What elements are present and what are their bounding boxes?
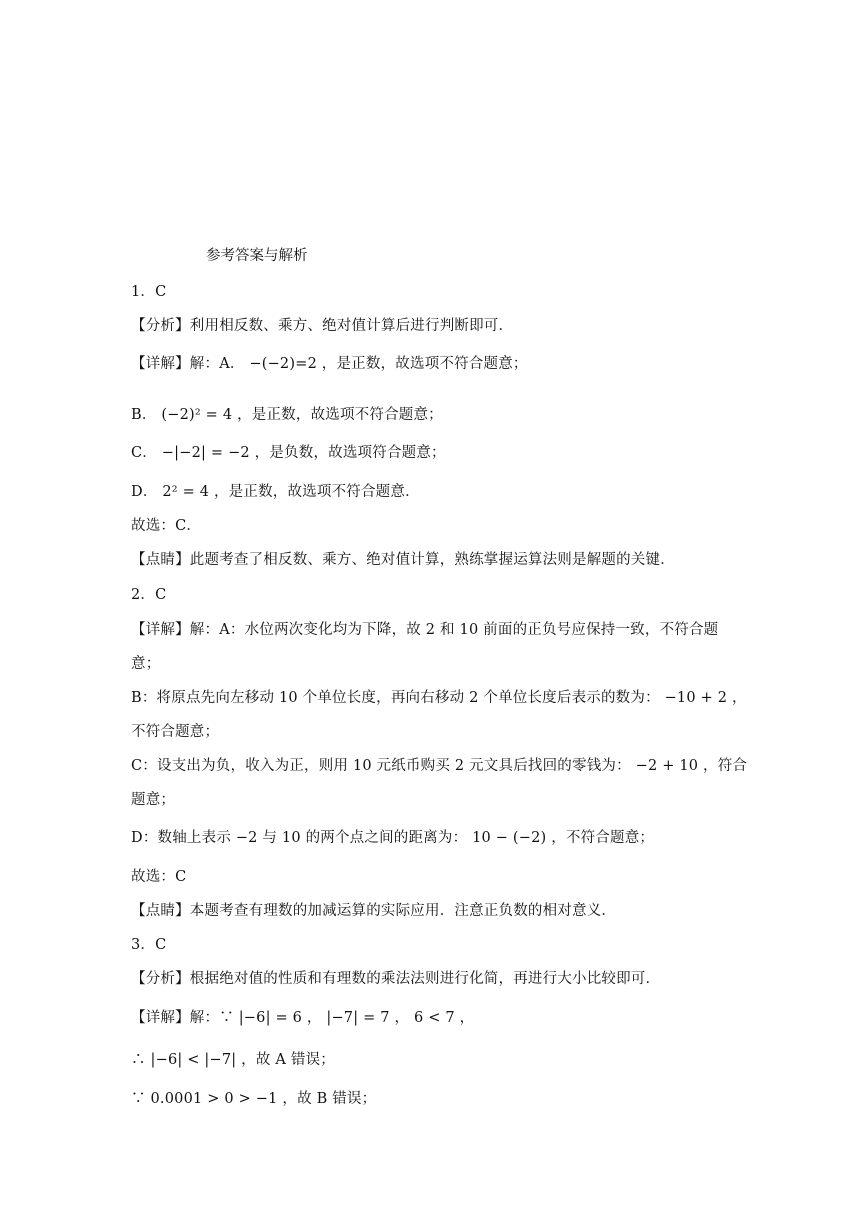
- answer-1-detail-a: 【详解】解：A． −(−2)=2 ，是正数，故选项不符合题意；: [131, 356, 528, 372]
- answer-2-heading: 2．C: [131, 587, 167, 603]
- answer-3-detail: 【详解】解：∵ |−6| = 6 ， |−7| = 7 ， 6 < 7 ，: [131, 1010, 475, 1026]
- answer-2-detail-b-cont: 不符合题意；: [131, 724, 220, 740]
- answer-2-detail-d: D：数轴上表示 −2 与 10 的两个点之间的距离为： 10 − (−2) ，不符合题意；: [131, 830, 655, 846]
- answer-3-analysis: 【分析】根据绝对值的性质和有理数的乘法法则进行化简，再进行大小比较即可．: [131, 971, 661, 987]
- answer-3-detail-b: ∵ 0.0001 > 0 > −1 ，故 B 错误；: [131, 1091, 377, 1107]
- answer-2-detail-b: B：将原点先向左移动 10 个单位长度，再向右移动 2 个单位长度后表示的数为： −10 + 2 ，: [131, 690, 747, 706]
- answer-3-detail-a: ∴ |−6| < |−7| ，故 A 错误；: [131, 1052, 335, 1068]
- answer-1-detail-d: D． 2² = 4 ，是正数，故选项不符合题意．: [131, 484, 420, 500]
- answer-2-detail-a: 【详解】解：A：水位两次变化均为下降，故 2 和 10 前面的正负号应保持一致，不符合题: [131, 622, 719, 638]
- section-title: 参考答案与解析: [206, 248, 308, 264]
- answer-2-detail-c-cont: 题意；: [131, 792, 176, 808]
- answer-2-choice: 故选：C: [131, 869, 187, 885]
- answer-2-detail-a-cont: 意；: [131, 656, 161, 672]
- answer-2-detail-c: C：设支出为负，收入为正，则用 10 元纸币购买 2 元文具后找回的零钱为： −2 + 10 ，符合: [131, 758, 748, 774]
- answer-1-comment: 【点睛】此题考查了相反数、乘方、绝对值计算，熟练掌握运算法则是解题的关键．: [131, 552, 675, 568]
- answer-1-analysis: 【分析】利用相反数、乘方、绝对值计算后进行判断即可．: [131, 318, 514, 334]
- answer-1-detail-c: C． −|−2| = −2 ，是负数，故选项符合题意；: [131, 445, 446, 461]
- answer-1-heading: 1．C: [131, 284, 167, 300]
- answer-1-choice: 故选：C．: [131, 518, 202, 534]
- answer-3-heading: 3．C: [131, 937, 167, 953]
- answer-2-comment: 【点睛】本题考查有理数的加减运算的实际应用．注意正负数的相对意义．: [131, 903, 617, 919]
- answer-1-detail-b: B． (−2)² = 4 ，是正数，故选项不符合题意；: [131, 407, 443, 423]
